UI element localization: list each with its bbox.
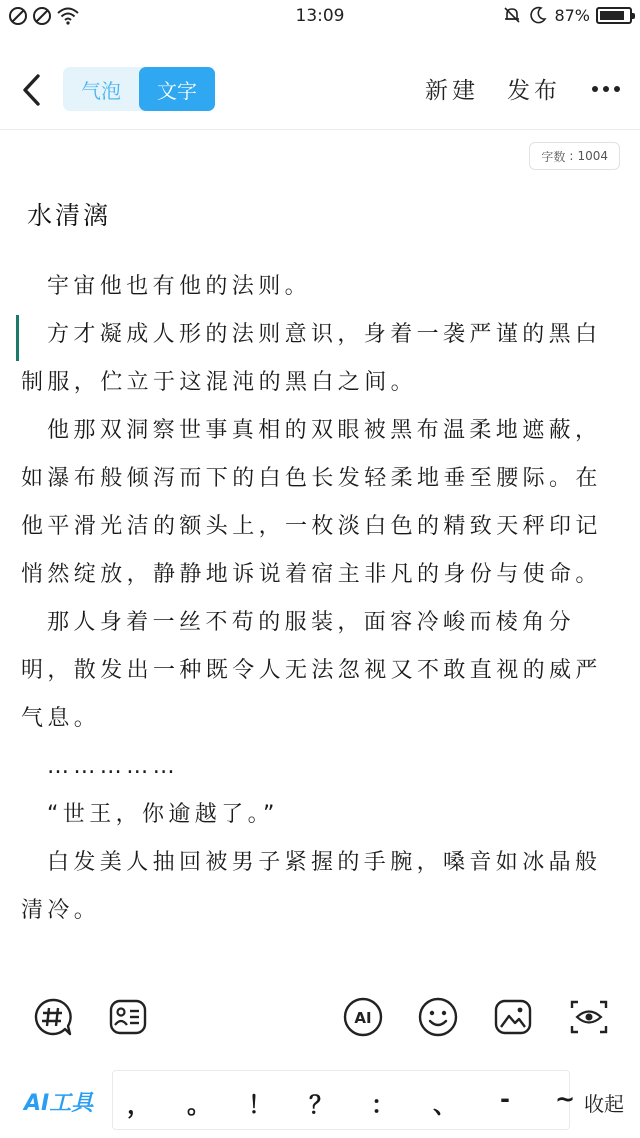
tab-bubble[interactable]: 气泡 <box>81 78 121 103</box>
paragraph[interactable]: …………… <box>47 754 179 779</box>
preview-eye-icon <box>568 996 610 1038</box>
status-bar <box>0 0 640 34</box>
punct-dunhao-key[interactable]: 、 <box>433 1091 457 1119</box>
mode-segmented-control <box>63 67 215 111</box>
character-card-button[interactable] <box>105 994 151 1040</box>
svg-text:AI: AI <box>354 1009 372 1027</box>
punct-period-key[interactable]: 。 <box>187 1091 211 1119</box>
paragraph[interactable]: 宇宙他也有他的法则。 <box>47 274 312 299</box>
publish-button[interactable]: 发布 <box>507 78 561 104</box>
moon-icon <box>528 5 548 25</box>
ai-button[interactable] <box>340 994 386 1040</box>
battery-percent: 87% <box>554 5 590 25</box>
paragraph[interactable]: “世王，你逾越了。” <box>47 802 279 827</box>
back-button[interactable] <box>16 68 52 112</box>
more-dots-icon[interactable] <box>592 86 620 92</box>
topic-hash-icon <box>32 996 74 1038</box>
preview-button[interactable] <box>566 994 612 1040</box>
paragraph[interactable]: 白发美人抽回被男子紧握的手腕，嗓音如冰晶般清冷。 <box>21 850 602 923</box>
punct-question-key[interactable]: ？ <box>309 1091 333 1119</box>
punct-exclaim-key[interactable]: ！ <box>248 1091 272 1119</box>
topic-hash-button[interactable] <box>30 994 76 1040</box>
image-icon <box>492 996 534 1038</box>
paragraph[interactable]: 他那双洞察世事真相的双眼被黑布温柔地遮蔽，如瀑布般倾泻而下的白色长发轻柔地垂至腰际。在他平滑光洁的额头上，一枚淡白色的精致天秤印记悄然绽放，静静地诉说着宿主非凡的身份与使命。 <box>21 418 602 587</box>
emoji-icon <box>417 996 459 1038</box>
image-button[interactable] <box>490 994 536 1040</box>
status-right-icons <box>502 5 632 25</box>
punct-comma-key[interactable]: ， <box>127 1091 151 1119</box>
emoji-button[interactable] <box>415 994 461 1040</box>
ai-icon <box>342 996 384 1038</box>
new-button[interactable]: 新建 <box>425 78 479 104</box>
mute-bell-icon <box>502 5 522 25</box>
word-count-value: 1004 <box>577 149 608 163</box>
word-count-separator: : <box>569 149 574 163</box>
battery-level <box>600 11 624 20</box>
punct-colon-key[interactable]: ： <box>371 1091 395 1119</box>
word-count-badge <box>529 142 620 170</box>
punct-dash-key[interactable]: - <box>500 1085 510 1113</box>
tab-text[interactable]: 文字 <box>139 67 215 111</box>
editor-tools-row <box>0 994 640 1046</box>
character-card-icon <box>107 996 149 1038</box>
punctuation-bar <box>112 1070 576 1130</box>
bottom-bar <box>0 1068 640 1132</box>
paragraph[interactable]: 方才凝成人形的法则意识，身着一袭严谨的黑白制服，伫立于这混沌的黑白之间。 <box>21 322 602 395</box>
ai-tools-button[interactable]: AI工具 <box>24 1091 94 1116</box>
battery-icon <box>596 7 632 24</box>
word-count-label: 字数 <box>541 149 566 164</box>
document-title[interactable]: 水清漓 <box>27 201 112 230</box>
collapse-button[interactable]: 收起 <box>584 1092 624 1116</box>
paragraph[interactable]: 那人身着一丝不苟的服装，面容冷峻而棱角分明，散发出一种既令人无法忽视又不敢直视的威严气息。 <box>21 610 602 731</box>
chevron-left-icon <box>16 68 52 112</box>
top-toolbar <box>0 50 640 130</box>
text-cursor <box>16 315 19 361</box>
document-body[interactable] <box>21 263 611 967</box>
punct-tilde-key[interactable]: ~ <box>554 1085 576 1113</box>
status-time: 13:09 <box>295 6 345 26</box>
